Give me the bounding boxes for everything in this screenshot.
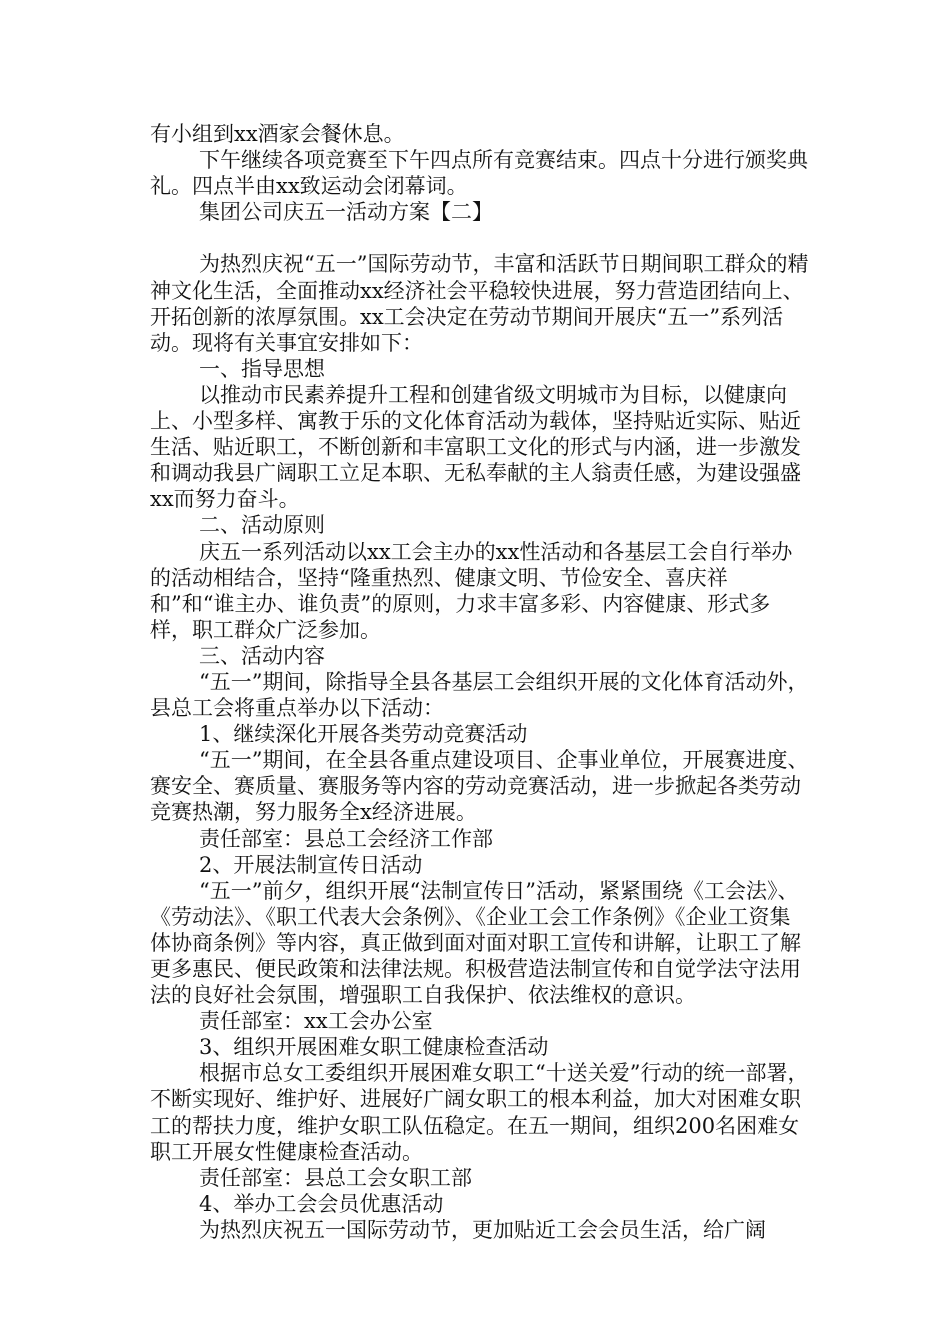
paragraph: “五一”期间，在全县各重点建设项目、企事业单位，开展赛进度、赛安全、赛质量、赛服务等内容的劳动竞赛活动，进一步掀起各类劳动竞赛热潮，努力服务全x经济进展。 [150,748,809,825]
responsible-dept: 责任部室：xx工会办公室 [199,1009,433,1034]
paragraph: 庆五一系列活动以xx工会主办的xx性活动和各基层工会自行举办的活动相结合，坚持“隆重热烈、健康文明、节俭安全、喜庆祥和”和“谁主办、谁负责”的原则，力求丰富多彩、内容健康、形式多样，职工群众广泛参加。 [150,539,793,642]
document-body [150,121,810,1243]
responsible-dept: 责任部室：县总工会女职工部 [199,1165,472,1190]
responsible-dept: 责任部室：县总工会经济工作部 [199,826,493,851]
subheading: 3、组织开展困难女职工健康检查活动 [199,1035,549,1060]
subheading: 4、举办工会会员优惠活动 [199,1191,444,1216]
subheading: 2、开展法制宣传日活动 [199,852,423,877]
section-title: 集团公司庆五一活动方案【二】 [199,200,493,225]
heading: 一、指导思想 [199,356,325,381]
paragraph: 为热烈庆祝五一国际劳动节，更加贴近工会会员生活，给广阔 [199,1217,766,1242]
blank-line [150,225,810,251]
paragraph: “五一”前夕，组织开展“法制宣传日”活动，紧紧围绕《工会法》、《劳动法》、《职工代表大会条例》、《企业工会工作条例》《企业工资集体协商条例》等内容，真正做到面对面对职工宣传和讲解，让职工了解更多惠民、便民政策和法律法规。积极营造法制宣传和自觉学法守法用法的良好社会氛围，增强职工自我保护、依法维权的意识。 [150,878,801,1008]
paragraph-continuation: 有小组到xx酒家会餐休息。 [150,122,405,146]
paragraph: 为热烈庆祝“五一”国际劳动节，丰富和活跃节日期间职工群众的精神文化生活，全面推动xx经济社会平稳较快进展，努力营造团结向上、开拓创新的浓厚氛围。xx工会决定在劳动节期间开展庆“五一”系列活动。现将有关事宜安排如下： [150,252,809,355]
heading: 二、活动原则 [199,513,325,538]
paragraph: 下午继续各项竞赛至下午四点所有竞赛结束。四点十分进行颁奖典礼。四点半由xx致运动会闭幕词。 [150,148,808,199]
paragraph: 根据市总女工委组织开展困难女职工“十送关爱”行动的统一部署，不断实现好、维护好、进展好广阔女职工的根本利益，加大对困难女职工的帮扶力度，维护女职工队伍稳定。在五一期间，组织200名困难女职工开展女性健康检查活动。 [150,1061,809,1164]
subheading: 1、继续深化开展各类劳动竞赛活动 [199,722,528,747]
paragraph: “五一”期间，除指导全县各基层工会组织开展的文化体育活动外，县总工会将重点举办以下活动： [150,669,809,721]
heading: 三、活动内容 [199,643,325,668]
paragraph: 以推动市民素养提升工程和创建省级文明城市为目标，以健康向上、小型多样、寓教于乐的文化体育活动为载体，坚持贴近实际、贴近生活、贴近职工，不断创新和丰富职工文化的形式与内涵，进一步激发和调动我县广阔职工立足本职、无私奉献的主人翁责任感，为建设强盛xx而努力奋斗。 [150,382,801,512]
